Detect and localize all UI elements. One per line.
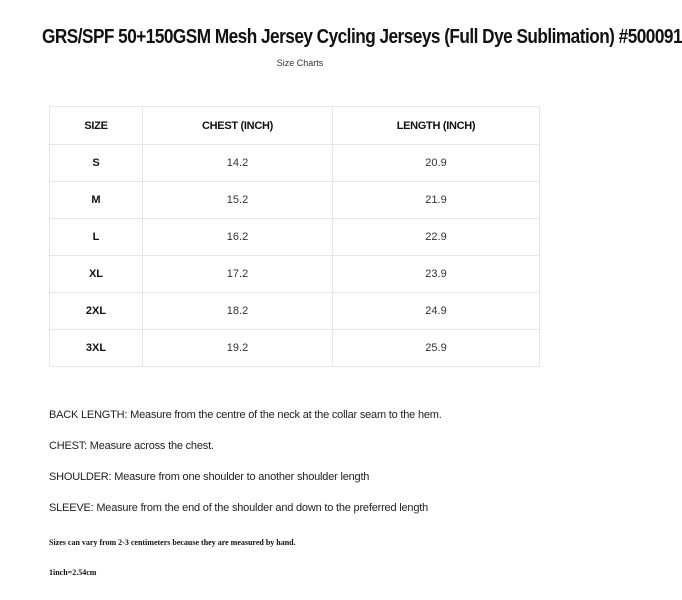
size-chart-table	[49, 106, 540, 367]
size-cell: 2XL	[50, 293, 143, 330]
column-header-chest: CHEST (INCH)	[143, 107, 333, 145]
size-variance-note: Sizes can vary from 2-3 centimeters because they are measured by hand.	[49, 538, 296, 547]
chest-cell: 17.2	[143, 256, 333, 293]
chest-cell: 16.2	[143, 219, 333, 256]
chest-cell: 15.2	[143, 182, 333, 219]
table-row	[50, 256, 540, 293]
table-row	[50, 219, 540, 256]
length-cell: 21.9	[333, 182, 540, 219]
length-cell: 22.9	[333, 219, 540, 256]
chest-cell: 14.2	[143, 145, 333, 182]
length-cell: 24.9	[333, 293, 540, 330]
column-header-size: SIZE	[50, 107, 143, 145]
length-cell: 23.9	[333, 256, 540, 293]
chest-cell: 19.2	[143, 330, 333, 367]
shoulder-note: SHOULDER: Measure from one shoulder to another shoulder length	[49, 471, 370, 483]
table-row	[50, 293, 540, 330]
sleeve-note: SLEEVE: Measure from the end of the shoulder and down to the preferred length	[49, 502, 429, 514]
unit-conversion-note: 1inch=2.54cm	[49, 568, 97, 577]
size-cell: S	[50, 145, 143, 182]
chest-note: CHEST: Measure across the chest.	[49, 440, 214, 452]
back-length-note: BACK LENGTH: Measure from the centre of the neck at the collar seam to the hem.	[49, 409, 442, 421]
length-cell: 20.9	[333, 145, 540, 182]
column-header-length: LENGTH (INCH)	[333, 107, 540, 145]
table-header-row	[50, 107, 540, 145]
chest-cell: 18.2	[143, 293, 333, 330]
page-title: GRS/SPF 50+150GSM Mesh Jersey Cycling Jerseys (Full Dye Sublimation) #500091	[42, 26, 682, 48]
table-row	[50, 145, 540, 182]
table-row	[50, 182, 540, 219]
table-row	[50, 330, 540, 367]
size-cell: XL	[50, 256, 143, 293]
size-cell: M	[50, 182, 143, 219]
size-cell: L	[50, 219, 143, 256]
length-cell: 25.9	[333, 330, 540, 367]
size-cell: 3XL	[50, 330, 143, 367]
page-subtitle: Size Charts	[276, 58, 324, 68]
